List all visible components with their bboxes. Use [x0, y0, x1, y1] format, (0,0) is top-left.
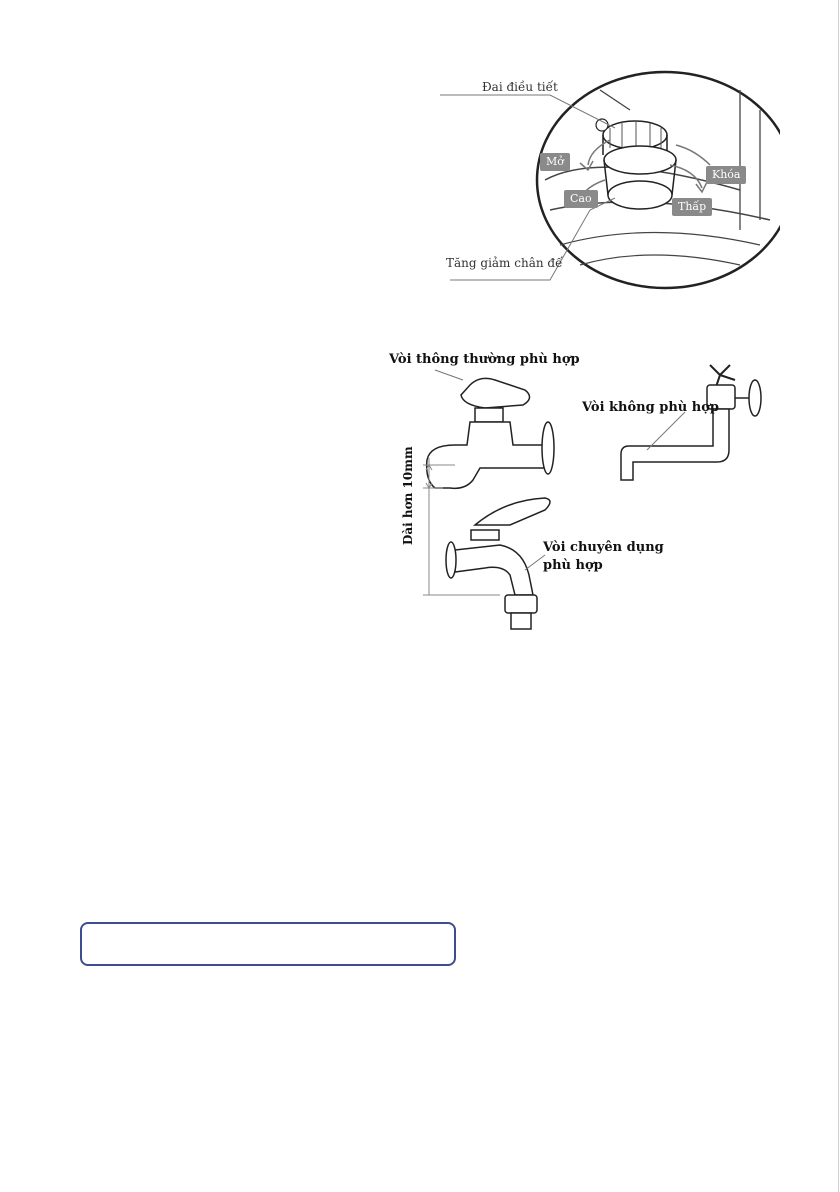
dimension-label: Dài hơn 10mm: [401, 446, 415, 545]
unsuitable-faucet-label: Vòi không phù hợp: [582, 400, 719, 415]
faucet-figure: [385, 350, 785, 640]
special-faucet-label-line2: phù hợp: [543, 558, 603, 573]
note-box: [80, 922, 456, 966]
page-edge-line: [838, 0, 839, 1192]
faucet-illustration: [385, 350, 785, 640]
tag-loosen: Mở: [540, 153, 570, 171]
foot-height-label: Tăng giảm chân đế: [446, 256, 563, 270]
special-faucet-label-line1: Vòi chuyên dụng: [543, 540, 664, 555]
tag-high: Cao: [564, 190, 598, 208]
tag-lock: Khóa: [706, 166, 746, 184]
foot-adjuster-figure: [440, 70, 780, 290]
tag-low: Thấp: [672, 198, 712, 216]
standard-faucet-label: Vòi thông thường phù hợp: [389, 352, 580, 367]
adjuster-ring-label: Đai điều tiết: [482, 80, 558, 94]
